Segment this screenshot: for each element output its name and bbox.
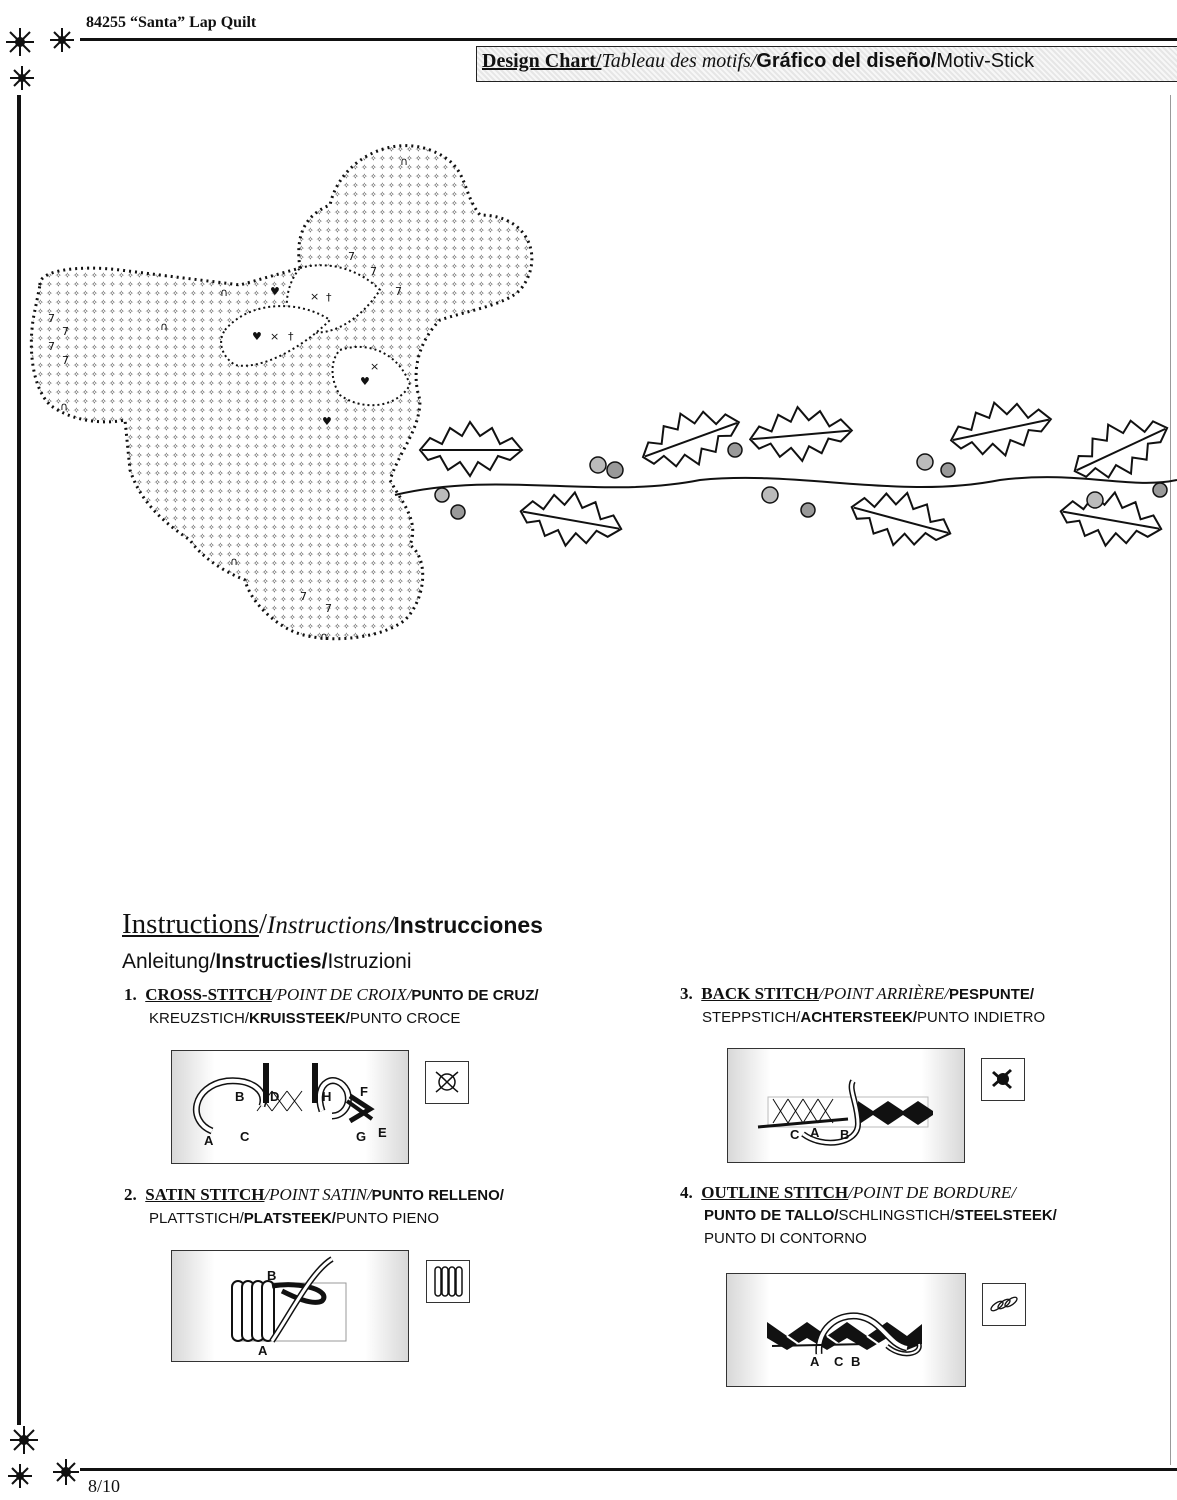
page-number: 8/10: [88, 1476, 121, 1496]
stitch-label: B: [235, 1089, 245, 1104]
stitch-label: B: [851, 1354, 861, 1369]
snowflake-ornament-bottom: [0, 1420, 90, 1500]
chart-symbol-plus: †: [326, 291, 332, 304]
stitch-label: D: [270, 1089, 280, 1104]
step-name-it: PUNTO INDIETRO: [917, 1009, 1046, 1026]
stitch-label: B: [267, 1268, 277, 1283]
step-name-es: PUNTO RELLENO/: [371, 1187, 504, 1204]
step-name-it: PUNTO DI CONTORNO: [704, 1230, 867, 1247]
step-satin-stitch: [124, 1183, 504, 1230]
instructions-heading-en: Instructions: [122, 908, 259, 940]
heading-separator: /: [258, 908, 267, 940]
chart-symbol-seven: 7: [62, 325, 69, 338]
step-name-es: PESPUNTE/: [949, 986, 1035, 1003]
instructions-heading-it: Istruzioni: [327, 950, 412, 973]
design-chart-spanish: Gráfico del diseño/: [756, 50, 937, 72]
snowflake-ornament-top: [0, 22, 82, 102]
chart-symbol-seven: 7: [48, 312, 55, 325]
design-chart-english: Design Chart/: [482, 50, 602, 72]
step-name-nl: KRUISSTEEK/: [249, 1010, 350, 1027]
step-name-fr: /POINT DE CROIX/: [271, 985, 412, 1004]
chart-symbol-arch: ∩: [400, 155, 409, 168]
chart-symbol-cross: ×: [370, 360, 380, 373]
chart-symbol-seven: 7: [348, 250, 355, 263]
step-name-de: PLATTSTICH/: [149, 1210, 244, 1227]
step-cross-stitch: [124, 983, 539, 1030]
chart-symbol-heart: ♥: [270, 285, 280, 298]
chart-symbol-seven: 7: [370, 265, 377, 278]
chart-symbol-seven: 7: [48, 340, 55, 353]
chart-symbol-heart: ♥: [322, 415, 332, 428]
chart-symbol-seven: 7: [300, 590, 307, 603]
stitch-label: A: [204, 1133, 214, 1148]
step-name-nl: PLATSTEEK/: [243, 1210, 336, 1227]
step-name-en: OUTLINE STITCH: [701, 1183, 849, 1202]
step-number: 4.: [680, 1183, 693, 1202]
step-number: 1.: [124, 985, 137, 1004]
chart-symbol-arch: ∩: [220, 286, 229, 299]
stitch-label: C: [240, 1129, 250, 1144]
instructions-heading: [122, 908, 543, 941]
design-chart-banner: [476, 46, 1177, 82]
chart-symbol-seven: 7: [395, 285, 402, 298]
design-chart-french: Tableau des motifs/: [601, 50, 757, 72]
outline-stitch-symbol: [982, 1283, 1026, 1326]
step-outline-stitch: [680, 1181, 1057, 1250]
step-name-de: SCHLINGSTICH/: [838, 1207, 955, 1224]
step-back-stitch: [680, 982, 1045, 1029]
stitch-label: E: [378, 1125, 387, 1140]
stitch-label: G: [356, 1129, 367, 1144]
design-chart-german: Motiv-Stick: [936, 50, 1035, 72]
stitch-label: A: [258, 1343, 268, 1358]
instructions-heading-nl: Instructies/: [215, 950, 328, 973]
chart-symbol-arch: ∩: [320, 630, 329, 643]
stitch-label: B: [840, 1127, 850, 1142]
step-name-en: CROSS-STITCH: [145, 985, 272, 1004]
chart-symbol-cross: ×: [270, 330, 280, 343]
instructions-heading-es: Instrucciones: [393, 912, 543, 938]
bottom-rule: [80, 1468, 1177, 1471]
outline-stitch-diagram: [726, 1273, 966, 1387]
stitch-label: A: [810, 1354, 820, 1369]
step-name-es: PUNTO DE TALLO/: [704, 1207, 839, 1224]
step-name-es: PUNTO DE CRUZ/: [411, 987, 539, 1004]
step-name-nl: STEELSTEEK/: [954, 1207, 1057, 1224]
teddy-bear-holly-chart: [20, 130, 1177, 650]
step-name-de: STEPPSTICH/: [702, 1009, 801, 1026]
stitch-label: C: [790, 1127, 800, 1142]
step-name-de: KREUZSTICH/: [149, 1010, 250, 1027]
back-stitch-diagram: [727, 1048, 965, 1163]
step-name-fr: /POINT DE BORDURE/: [848, 1183, 1016, 1202]
step-name-nl: ACHTERSTEEK/: [800, 1009, 918, 1026]
step-name-it: PUNTO CROCE: [349, 1010, 461, 1027]
cross-stitch-diagram: [171, 1050, 409, 1164]
stitch-label: A: [810, 1125, 820, 1140]
back-stitch-symbol: [981, 1058, 1025, 1101]
stitch-label: H: [322, 1089, 332, 1104]
step-number: 2.: [124, 1185, 137, 1204]
instructions-subheading: [122, 950, 411, 974]
chart-symbol-arch: ∩: [230, 555, 239, 568]
chart-symbol-heart: ♥: [360, 375, 370, 388]
satin-stitch-symbol: [426, 1260, 470, 1303]
stitch-label: F: [360, 1084, 368, 1099]
document-title: 84255 “Santa” Lap Quilt: [86, 14, 257, 31]
step-name-en: SATIN STITCH: [145, 1185, 265, 1204]
step-name-fr: /POINT ARRIÈRE/: [818, 984, 950, 1003]
instructions-heading-fr: Instructions/: [267, 912, 394, 939]
chart-symbol-arch: ∩: [60, 400, 69, 413]
instructions-heading-de: Anleitung/: [122, 950, 216, 973]
cross-stitch-symbol: [425, 1061, 469, 1104]
chart-symbol-seven: 7: [62, 354, 69, 367]
stitch-label: C: [834, 1354, 844, 1369]
chart-symbol-heart: ♥: [252, 330, 262, 343]
top-rule: [80, 38, 1177, 41]
chart-symbol-plus: †: [288, 330, 294, 343]
step-number: 3.: [680, 984, 693, 1003]
step-name-en: BACK STITCH: [701, 984, 819, 1003]
chart-symbol-seven: 7: [325, 602, 332, 615]
chart-symbol-cross: ×: [310, 290, 320, 303]
step-name-it: PUNTO PIENO: [335, 1210, 440, 1227]
step-name-fr: /POINT SATIN/: [264, 1185, 372, 1204]
satin-stitch-diagram: [171, 1250, 409, 1362]
chart-symbol-arch: ∩: [160, 320, 169, 333]
